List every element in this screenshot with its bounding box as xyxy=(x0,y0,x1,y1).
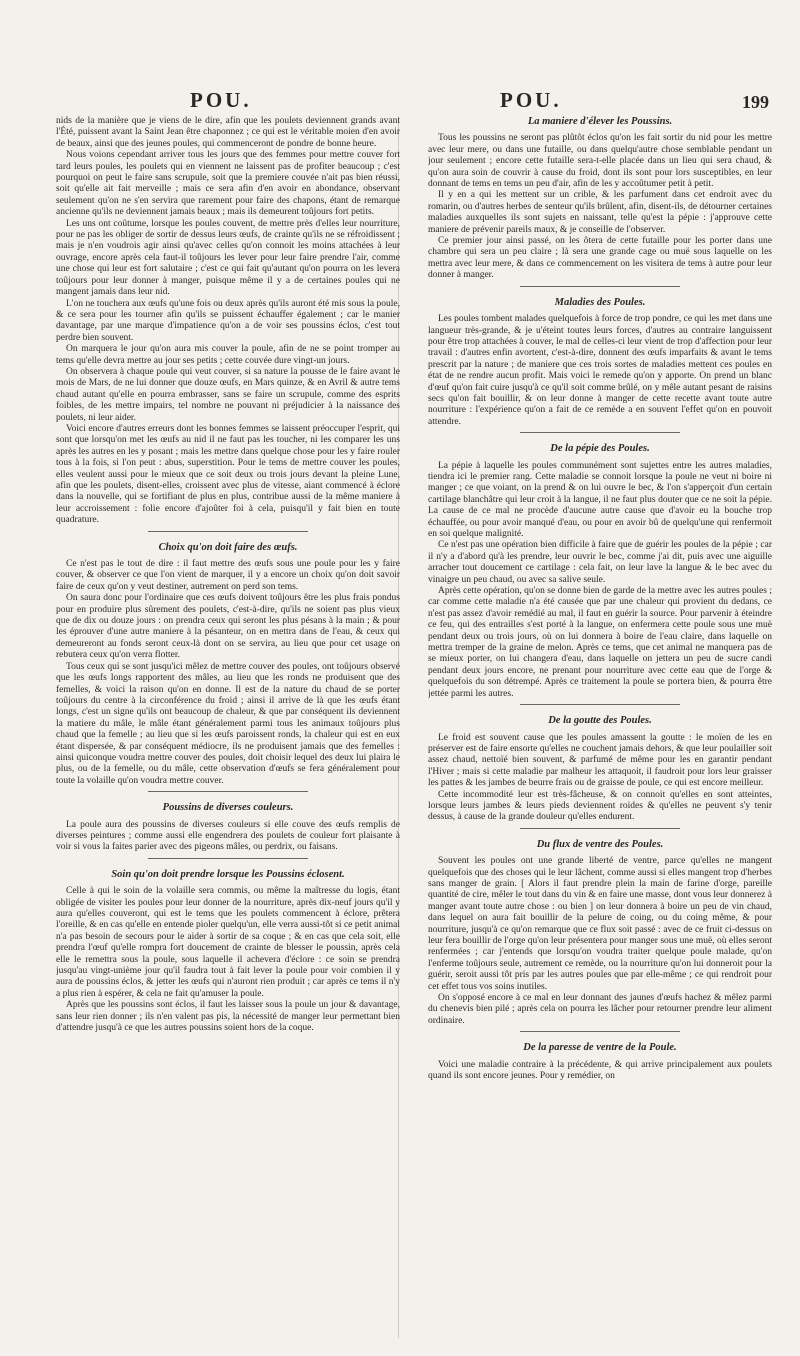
text-columns xyxy=(56,116,772,1346)
paragraph: Souvent les poules ont une grande liberté de ventre, parce qu'elles ne mangent quelquefois que des choses qui le leur lâchent, comme aussi si elles mangent trop d'herbes sans manger de grain. [ Alors il faut prendre plein la main de farine d'orge, pareille quantité de cire, mêler le tout dans du vin & en faire une masse, dont vous leur donnerez à manger avant toute autre chose : ou bien ] on leur donnera à boire un peu de vin chaud, dans lequel on aura fait bouillir de la pelure de coing, ou du coing même, & pour nourriture, jusqu'à ce qu'on remarque que ce flux soit passé : avec de ce fruit ci-dessus on leur fera bouillir de l'orge qu'on leur présentera pour manger sous une muë, où elles seront renfermées ; car j'entends que lorsqu'on voudra traiter quelque poule malade, qu'on l'enferme toûjours seule, autrement ce remède, ou la nourriture qu'on lui donneroit pour la guérir, seroit aussi tôt pris par les autres poules que par elle-même ; ce qui rendroit pour cet effet tous vos soins inutiles. xyxy=(428,856,772,992)
section-heading: Poussins de diverses couleurs. xyxy=(162,802,294,814)
paragraph: Voici une maladie contraire à la précédente, & qui arrive principalement aux poulets quand ils sont encore jeunes. Pour y remédier, on xyxy=(428,1059,772,1082)
paragraph: Cette incommodité leur est très-fâcheuse, & on connoit qu'elles en sont atteintes, lorsque leurs jambes & leurs pieds deviennent roides & qu'elles ne peuvent s'y tenir dessus, à cause de la grande douleur qu'elles endurent. xyxy=(428,789,772,823)
section-rule xyxy=(520,1031,680,1032)
section-rule xyxy=(148,858,308,859)
paragraph: Les poules tombent malades quelquefois à force de trop pondre, ce qui les met dans une langueur très-grande, & je u'éteint toutes leurs forces, d'autres au contraire languissent pour être trop attachées à couver, le mal de celles-ci leur vient de trop d'affection pour leur travail : d'autres enfin avortent, c'est-à-dire, donnent des œufs imparfaits & avant le tems prescrit par la nature ; de maniere que ces trois sortes de maladies mettent ces poules en état de ne rendre aucun profit. Mais voici le remede qu'on y apporte. On prend un blanc d'œuf qu'on fait cuire jusqu'à ce qu'il soit comme brûlé, on y mêle autant pesant de raisins secs qu'on fait bouillir, & on leur donne à manger de cette recette avant toute autre nourriture : l'expérience qu'on a fait de ce remède a en souvent l'effet qu'on en pouvoit attendre. xyxy=(428,314,772,427)
section-heading: La maniere d'élever les Poussins. xyxy=(527,116,673,127)
paragraph: On saura donc pour l'ordinaire que ces œufs doivent toûjours être les plus frais pondus pour en produire plus sûrement des poulets, c'est-à-dire, qu'ils ne soient pas plus vieux que de dix ou douze jours : on prendra ceux qui seront les plus pésans à la main ; & pour les éprouver d'une autre maniere à la pésanteur, on en mettra dans de l'eau, & ceux qui demeureront au fonds seront ceux-là dont on se servira, au lieu que pour cet usage on rebutera ceux qu'on verra flotter. xyxy=(56,593,400,661)
paragraph: Ce premier jour ainsi passé, on les ôtera de cette futaille pour les porter dans une chambre qui sera un peu claire ; là sera une grande cage ou muë sous laquelle on les mettra avec leur mere, & dans ce commencement on les visitera de tems à autre pour leur donner à manger. xyxy=(428,236,772,281)
section-heading: Du flux de ventre des Poules. xyxy=(536,838,664,850)
section-heading: De la paresse de ventre de la Poule. xyxy=(523,1042,677,1054)
right-column xyxy=(428,116,772,1346)
paragraph: On observera à chaque poule qui veut couver, si sa nature la pousse de le faire avant le mois de Mars, de ne lui donner que douze œufs, en Mars quinze, & en Avril & autre tems chaud autant qu'elle en pourra embrasser, sans se faire un scrupule, comme des esprits foibles, de les mettre impairs, tel nombre ne pouvant ni préjudicier à la naissance des poulets, ni leur aider. xyxy=(56,366,400,423)
paragraph: Voici encore d'autres erreurs dont les bonnes femmes se laissent préoccuper l'esprit, qui sont que lorsqu'on met les œufs au nid il ne faut pas les toucher, ni les comparer les uns après les autres en les y posant ; mais les mettre dans quelque chose pour les y faire rouler tous à la fois, si l'on peut : abus, superstition. Pour le tems de mettre couver les poules, elles veulent aussi pour le mieux que ce soit deux ou trois jours devant la pleine Lune, afin que les poulets, disent-elles, croissent avec plus de vitesse, aiant commencé à éclore dans la nouvelle, qui se fortifiant de plus en plus, contribue aussi de la même maniere à leur accroissement : folie encore d'ajoûter foi à cela, puisqu'il y fait bien en toute quadrature. xyxy=(56,423,400,526)
section-heading: Maladies des Poules. xyxy=(554,296,646,308)
paragraph: nids de la manière que je viens de le dire, afin que les poulets deviennent grands avant l'Été, puissent avant la Saint Jean être chaponnez ; ce qui est le véritable moien d'en avoir de beaux, ainsi que des jeunes poules, qui commenceront de pondre de bonne heure. xyxy=(56,116,400,149)
paragraph: La poule aura des poussins de diverses couleurs si elle couve des œufs remplis de diverses peintures ; comme aussi elle engendrera des poulets de couleur fort plaisante à voir si vous la faites parier avec des pigeons mâles, ou perdrix, ou faisans. xyxy=(56,819,400,853)
section-heading: De la goutte des Poules. xyxy=(548,715,652,727)
section-rule xyxy=(520,828,680,829)
paragraph: Il y en a qui les mettent sur un crible, & les parfument dans cet endroit avec du romarin, ou d'autres herbes de senteur qu'ils brûlent, afin, disent-ils, de détourner certaines maladies auxquelles ils sont sujets en naissant, telle qu'est la pépie : j'approuve cette maniere de prévenir pareils maux, & je conseille de l'observer. xyxy=(428,190,772,235)
paragraph: Après cette opération, qu'on se donne bien de garde de la mettre avec les autres poules ; car comme cette maladie n'a été causée que par une chaleur qui provient du dedans, ce n'est pas assez d'avoir remédié au mal, il faut en guérir la source. Pour parvenir à éteindre ce feu, qui des entrailles s'est porté à la langue, on enfermera cette poule sous une muë pendant deux ou trois jours, où on lui donnera à boire de l'eau claire, dans laquelle on mettra tremper de la graine de melon. Après ce tems, que cet animal ne manquera pas de se mieux porter, on lui changera d'eau, dans laquelle on jettera un peu de sucre candi pendant deux jours encore, ne prenant pour nourriture avec cette eau que de l'orge & quelquefois du son détrempé. Après ce traitement la poule se portera bien, & pourra être jettée parmi les autres. xyxy=(428,586,772,699)
left-column xyxy=(56,116,400,1346)
paragraph: On s'opposé encore à ce mal en leur donnant des jaunes d'œufs hachez & mêlez parmi du chenevis bien pilé ; après cela on pourra les lâcher pour retourner prendre leur aliment ordinaire. xyxy=(428,993,772,1026)
paragraph: Celle à qui le soin de la volaille sera commis, ou même la maîtresse du logis, étant obligée de visiter les poules pour leur donner de la nourriture, après dix-neuf jours qu'il y aura qu'elles couveront, qui est le tems que les poulets commencent à éclore, prêtera l'oreille, & en cas qu'elle en entende pioler quelqu'un, elle verra aussi-tôt si ce petit animal n'a pas besoin de secours pour le aider à sortir de sa coque ; & en cas que cela soit, elle prendra l'œuf qu'elle rompra fort doucement de crainte de blesser le poussin, après cela elle le remettra sous la poule, sous laquelle il achevera d'éclore : ce soin se prendra jusqu'au vingt-unième jour qu'il faudra tout à fait lever la poule pour voir combien il y aura de poussins éclos, & jetter les œufs qui n'auront rien produit ; car après ce tems il n'y a plus rien à espérer, & cela ne fait qu'amuser la poule. xyxy=(56,886,400,999)
paragraph: Ce n'est pas le tout de dire : il faut mettre des œufs sous une poule pour les y faire couver, & observer ce que l'on vient de marquer, il y a encore un choix qu'on doit savoir faire de ceux qu'on y veut destiner, autrement on perd son tems. xyxy=(56,559,400,592)
paragraph: Les uns ont coûtume, lorsque les poules couvent, de mettre près d'elles leur nourriture, pour ne pas les obliger de sortir de dessus leurs œufs, de crainte qu'ils ne se réfroidissent ; mais je n'en voudrois agir ainsi qu'avec celles qu'on connoit les moins attachées à leur ouvrage, encore après cela faut-il toûjours les lever pour leur faire prendre l'air, comme une chose qui leur est fort salutaire ; c'est ce qui fait qu'autant qu'on pourra on les levera toûjours pour leur donner à manger, puisque même il y a de certaines poules qui ne mangent jamais dans leur nid. xyxy=(56,218,400,298)
section-rule xyxy=(520,432,680,433)
section-rule xyxy=(148,791,308,792)
paragraph: Ce n'est pas une opération bien difficile à faire que de guérir les poules de la pépie ; car il n'y a d'abord qu'à les prendre, leur ouvrir le bec, comme j'ai dit, puis avec une aiguille arracher tout doucement ce cartilage : cela fait, on leur lave la langue & le bec avec du vinaigre un peu chaud, ou avec sa salive seule. xyxy=(428,540,772,585)
section-rule xyxy=(520,704,680,705)
paragraph: La pépie à laquelle les poules communément sont sujettes entre les autres maladies, tiendra ici le premier rang. Cette maladie se connoit lorsque la poule ne veut ni boire ni manger ; ce que voiant, on la prend & on lui ouvre le bec, & l'on s'apperçoit d'un certain cartilage blanchâtre qui leur croit à la langue, il ne faut plus douter que ce ne soit la pépie. La cause de ce mal ne procède d'aucune autre cause que d'avoir eu la bouche trop échauffée, ou pour avoir manqué d'eau, ou pour en avoir bû de quelqu'une qui renfermoit en soi quelque malignité. xyxy=(428,460,772,539)
section-heading: Soin qu'on doit prendre lorsque les Poussins éclosent. xyxy=(111,868,345,880)
paragraph: Le froid est souvent cause que les poules amassent la goutte : le moïen de les en préserver est de faire ensorte qu'elles ne couchent jamais dehors, & que leur poulailler soit assez chaud, nettoïé bien souvent, & parfumé de même pour les en garantir pendant l'Hiver ; mais si cette maladie par malheur les attaquoit, il faudroit pour lors leur graisser les pattes & les jambes de beurre frais ou de graisse de poule, ce qui est encore meilleur. xyxy=(428,732,772,789)
paragraph: L'on ne touchera aux œufs qu'une fois ou deux après qu'ils auront été mis sous la poule, & ce sera pour les tourner afin qu'ils se puissent échauffer également ; car le manier davantage, par une marque d'impatience qu'on a de voir ses poussins éclos, c'est tout perdre bien souvent. xyxy=(56,298,400,343)
section-heading: Choix qu'on doit faire des œufs. xyxy=(158,541,298,553)
paragraph: Après que les poussins sont éclos, il faut les laisser sous la poule un jour & davantage, sans leur rien donner ; ils n'en valent pas pis, la nécessité de manger leur permettant bien d'attendre jusqu'à ce que les autres poussins soient hors de la coque. xyxy=(56,1000,400,1034)
running-head-right: POU. xyxy=(500,88,562,112)
page-number: 199 xyxy=(742,92,769,112)
section-heading: De la pépie des Poules. xyxy=(550,443,650,455)
running-head-left: POU. xyxy=(190,88,252,112)
paragraph: On marquera le jour qu'on aura mis couver la poule, afin de ne se point tromper au tems qu'elle devra mettre au jour ses petits ; cette couvée dure vingt-un jours. xyxy=(56,344,400,366)
paragraph: Nous voions cependant arriver tous les jours que des femmes pour mettre couver fort tard leurs poules, les poulets qui en viennent ne laissent pas de profiter beaucoup ; c'est pourquoi on peut le faire sans scrupule, soit que la premiere couvée n'ait pas bien réussi, soit qu'elle ait fait merveille ; mais ce sera afin d'en avoir en abondance, observant seulement qu'on ne s'en servira que rarement pour faire des chapons, étant de remarque ancienne qu'ils ne deviennent jamais beaux ; mais ils demeurent toûjours fort petits. xyxy=(56,150,400,218)
section-rule xyxy=(520,286,680,287)
paragraph: Tous ceux qui se sont jusqu'ici mêlez de mettre couver des poules, ont toûjours observé que les œufs longs rapportent des mâles, au lieu que les ronds ne produisent que des femelles, & voici la raison qu'on en donne. Il est de la nature du chaud de se porter toûjours du centre à la circonférence du froid ; ainsi il arrive de là que les œufs étant longs, c'est un signe qu'ils ont beaucoup de chaleur, & que par conséquent ils deviennent la matiere du mâle, le mâle étant généralement parmi tous les animaux toûjours plus chaud que la femelle ; au lieu que si les œufs paroissent ronds, la chaleur qui est en eux étant dispersée, & par conséquent médiocre, ils ne produisent jamais que des femelles : ainsi quiconque voudra mettre couver des poules, doit choisir lequel des deux lui plaira le plus, ou de la femelle, ou du mâle, cette observation d'œufs se fera généralement pour toute la volaille qu'on voudra mettre couver. xyxy=(56,661,400,786)
section-rule xyxy=(148,531,308,532)
paragraph: Tous les poussins ne seront pas plûtôt éclos qu'on les fait sortir du nid pour les mettre avec leur mere, ou dans une futaille, ou dans quelqu'autre chose semblable pendant un jour seulement ; encore cette futaille sera-t-elle placée dans un lieu qui sera chaud, & qu'on aura soin de couvrir à cause du froid, dont ils sont pour lors susceptibles, en leur donnant de tems en tems un peu d'air, afin de les y accoûtumer petit à petit. xyxy=(428,133,772,190)
